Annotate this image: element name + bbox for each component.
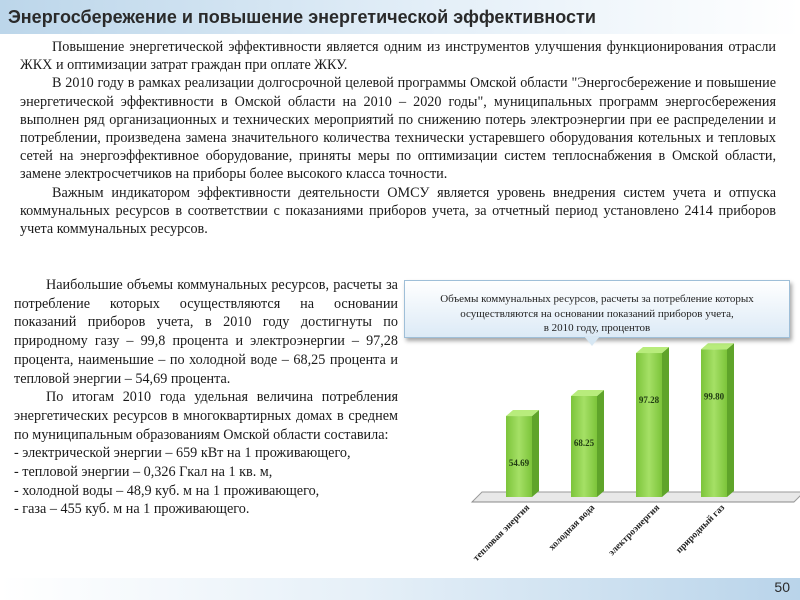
bar-value-label: 97.28: [638, 395, 660, 406]
chart-category-labels: [472, 502, 728, 563]
list-item-gas: - газа – 455 куб. м на 1 проживающего.: [14, 501, 250, 518]
chart-title-pointer: [584, 336, 600, 346]
category-label-2: холодная вода: [547, 503, 598, 553]
consumption-paragraph-2: По итогам 2010 года удельная величина потребления энергетических ресурсов в многоквартирных домах в среднем по муниципальным образованиям Омской области составила:: [14, 389, 398, 443]
bar-side: [727, 343, 734, 497]
category-label-4: природный газ: [674, 503, 728, 556]
chart-title-line-2: осуществляются на основании показаний приборов учета,: [460, 307, 734, 320]
chart-bars: [506, 343, 734, 497]
bar-3: [636, 347, 669, 497]
list-item-cold-water: - холодной воды – 48,9 куб. м на 1 проживающего,: [14, 482, 320, 499]
page-number: 50: [774, 579, 790, 595]
bar-side: [597, 390, 604, 497]
category-label-1: тепловая энергия: [471, 503, 533, 564]
bar-front: [636, 353, 662, 497]
chart-title-line-3: в 2010 году, процентов: [543, 322, 651, 334]
list-item-heat: - тепловой энергии – 0,326 Гкал на 1 кв. м,: [14, 464, 273, 481]
bar-side: [532, 410, 539, 497]
intro-text-block: [20, 38, 776, 238]
chart-container: [404, 276, 800, 582]
consumption-paragraph-1: Наибольшие объемы коммунальных ресурсов, расчеты за потребление которых осуществляются на основании показаний приборов учета, в 2010 году достигнуты по природному газу – 99,8 процента и электроэнергии – 97,28 процента, наименьшие – по холодной воде – 68,25 процента и тепловой энергии – 54,69 процента.: [14, 277, 398, 387]
intro-paragraph-3: Важным индикатором эффективности деятельности ОМСУ является уровень внедрения систем учета и отпуска коммунальных ресурсов в соответствии с показаниями приборов учета, за отчетный период установлено 2414 приборов учета коммунальных ресурсов.: [20, 184, 776, 238]
intro-paragraph-1: Повышение энергетической эффективности является одним из инструментов улучшения функционирования отрасли ЖКХ и оптимизации затрат граждан при оплате ЖКУ.: [20, 39, 776, 74]
consumption-text-block: [14, 276, 398, 519]
list-item-electricity: - электрической энергии – 659 кВт на 1 проживающего,: [14, 445, 351, 462]
footer-bar: [0, 578, 800, 600]
intro-paragraph-2: В 2010 году в рамках реализации долгосрочной целевой программы Омской области "Энергосбережение и повышение энергетической эффективности в Омской области на 2010 – 2020 годы", муниципальных программ энергосбережения выполнен ряд организационных и технических мероприятий по снижению потерь электроэнергии при ее распределении и потреблении, произведена замена значительного количества технически устаревшего оборудования котельных и тепловых сетей на энергоэффективное оборудование, приняты меры по оптимизации систем теплоснабжения в Омской области, замене электросчетчиков на приборы более высокого класса точности.: [20, 75, 776, 183]
category-label-3: электроэнергия: [607, 503, 663, 559]
bar-front: [506, 416, 532, 497]
bar-side: [662, 347, 669, 497]
bar-2: [571, 390, 604, 497]
chart-title-box: [404, 280, 790, 338]
bar-4: [701, 343, 734, 497]
slide-title: Энергосбережение и повышение энергетической эффективности: [8, 7, 596, 27]
bar-value-label: 68.25: [573, 437, 595, 448]
chart-title-line-1: Объемы коммунальных ресурсов, расчеты за потребление которых: [440, 293, 754, 305]
bar-front: [701, 349, 727, 497]
bar-value-label: 99.80: [703, 391, 725, 402]
bar-1: [506, 410, 539, 497]
bar-value-label: 54.69: [508, 458, 530, 469]
